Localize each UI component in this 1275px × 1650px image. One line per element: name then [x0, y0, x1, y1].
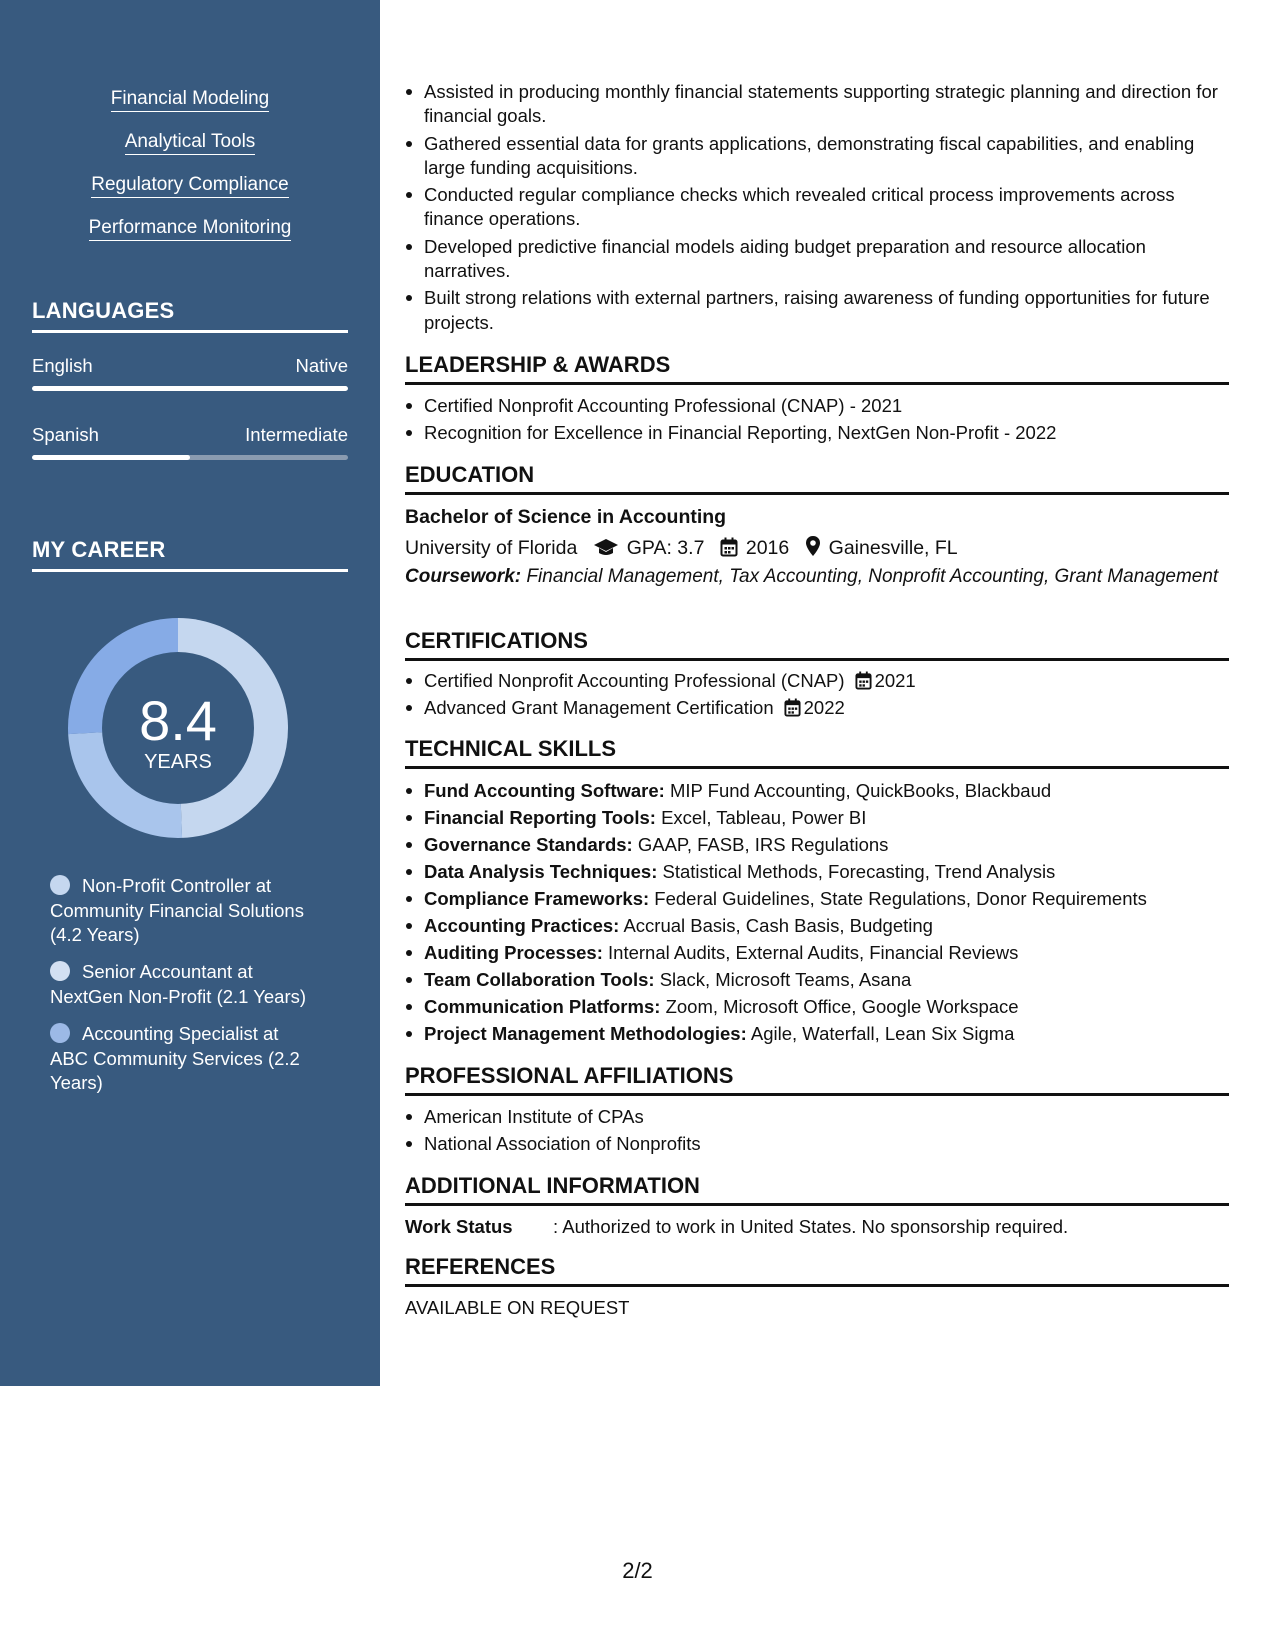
- affiliations-list: [405, 1105, 1229, 1157]
- list-item: Project Management Methodologies: Agile, Waterfall, Lean Six Sigma: [405, 1022, 1229, 1046]
- language-row-spanish: [32, 423, 348, 447]
- additional-info-heading: ADDITIONAL INFORMATION: [405, 1172, 1229, 1206]
- list-item: Certified Nonprofit Accounting Professional (CNAP) 2021: [405, 669, 1229, 693]
- skill-link-financial-modeling[interactable]: Financial Modeling: [0, 86, 380, 112]
- career-years-label: YEARS: [144, 751, 212, 773]
- career-item: Non-Profit Controller at Community Financial Solutions (4.2 Years): [50, 875, 304, 945]
- list-item: Compliance Frameworks: Federal Guidelines, State Regulations, Donor Requirements: [405, 887, 1229, 911]
- skill-link-performance-monitoring[interactable]: Performance Monitoring: [0, 215, 380, 241]
- map-pin-icon: [805, 535, 821, 557]
- language-level: Native: [295, 355, 348, 376]
- list-item: American Institute of CPAs: [405, 1105, 1229, 1129]
- work-status-label: Work Status: [405, 1216, 513, 1237]
- language-bar-spanish: [32, 455, 348, 460]
- list-item: Gathered essential data for grants applications, demonstrating fiscal capabilities, and enabling large funding acquisitions.: [405, 132, 1229, 181]
- career-dot: [50, 875, 70, 895]
- calendar-icon: [784, 698, 801, 717]
- list-item: Data Analysis Techniques: Statistical Methods, Forecasting, Trend Analysis: [405, 860, 1229, 884]
- affiliations-heading: PROFESSIONAL AFFILIATIONS: [405, 1062, 1229, 1096]
- language-row-english: [32, 354, 348, 378]
- coursework-label: Coursework:: [405, 566, 522, 587]
- calendar-icon: [720, 537, 738, 557]
- skill-link-regulatory-compliance[interactable]: Regulatory Compliance: [0, 172, 380, 198]
- career-item: Senior Accountant at NextGen Non-Profit (2.1 Years): [50, 961, 307, 1007]
- career-donut-chart: [66, 616, 290, 840]
- career-item: Accounting Specialist at ABC Community Services (2.2 Years): [50, 1023, 300, 1093]
- list-item: Fund Accounting Software: MIP Fund Accounting, QuickBooks, Blackbaud: [405, 779, 1229, 803]
- list-item: Team Collaboration Tools: Slack, Microsoft Teams, Asana: [405, 968, 1229, 992]
- graduation-cap-icon: [593, 537, 619, 557]
- career-dot: [50, 961, 70, 981]
- school-name: University of Florida: [405, 537, 578, 559]
- education-details: [405, 535, 1229, 561]
- certifications-list: [405, 669, 1229, 721]
- page-number: 2/2: [622, 1558, 653, 1583]
- list-item: Developed predictive financial models aiding budget preparation and resource allocation narratives.: [405, 235, 1229, 284]
- calendar-icon: [855, 671, 872, 690]
- education-heading: EDUCATION: [405, 461, 1229, 495]
- list-item: Recognition for Excellence in Financial Reporting, NextGen Non-Profit - 2022: [405, 421, 1229, 445]
- list-item: Governance Standards: GAAP, FASB, IRS Regulations: [405, 833, 1229, 857]
- leadership-heading: LEADERSHIP & AWARDS: [405, 351, 1229, 385]
- coursework: [405, 565, 1229, 590]
- list-item: Built strong relations with external partners, raising awareness of funding opportunities for future projects.: [405, 286, 1229, 335]
- cert-year: 2022: [803, 697, 845, 719]
- list-item: Accounting Practices: Accrual Basis, Cash Basis, Budgeting: [405, 914, 1229, 938]
- coursework-list: Financial Management, Tax Accounting, Nonprofit Accounting, Grant Management: [526, 566, 1219, 587]
- list-item: Advanced Grant Management Certification 2022: [405, 696, 1229, 720]
- list-item: Auditing Processes: Internal Audits, External Audits, Financial Reviews: [405, 941, 1229, 965]
- cert-year: 2021: [874, 670, 916, 691]
- education-entry: [405, 504, 1229, 590]
- language-bar-english: [32, 386, 348, 391]
- references-heading: REFERENCES: [405, 1253, 1229, 1287]
- language-name: English: [32, 355, 93, 376]
- technical-skills-list: [405, 779, 1229, 1046]
- references-text: AVAILABLE ON REQUEST: [405, 1297, 630, 1318]
- skill-link-analytical-tools[interactable]: Analytical Tools: [0, 129, 380, 155]
- career-total-years: 8.4: [139, 689, 217, 752]
- experience-bullets: [405, 80, 1229, 335]
- sidebar: [0, 0, 380, 1386]
- work-status-value: : Authorized to work in United States. No sponsorship required.: [553, 1216, 1069, 1237]
- graduation-year: 2016: [745, 537, 790, 559]
- work-status-row: [405, 1215, 1229, 1239]
- language-level: Intermediate: [245, 424, 348, 445]
- certifications-heading: CERTIFICATIONS: [405, 627, 1229, 661]
- list-item: National Association of Nonprofits: [405, 1132, 1229, 1156]
- leadership-list: [405, 394, 1229, 446]
- degree-title: Bachelor of Science in Accounting: [405, 506, 727, 528]
- school-location: Gainesville, FL: [828, 537, 958, 559]
- list-item: Communication Platforms: Zoom, Microsoft Office, Google Workspace: [405, 995, 1229, 1019]
- list-item: Certified Nonprofit Accounting Professional (CNAP) - 2021: [405, 394, 1229, 418]
- language-name: Spanish: [32, 424, 99, 445]
- list-item: Assisted in producing monthly financial statements supporting strategic planning and direction for financial goals.: [405, 80, 1229, 129]
- career-heading: MY CAREER: [32, 537, 348, 572]
- gpa: GPA: 3.7: [626, 537, 705, 559]
- career-dot: [50, 1023, 70, 1043]
- list-item: Financial Reporting Tools: Excel, Tableau, Power BI: [405, 806, 1229, 830]
- technical-skills-heading: TECHNICAL SKILLS: [405, 735, 1229, 769]
- languages-heading: LANGUAGES: [32, 298, 348, 333]
- list-item: Conducted regular compliance checks which revealed critical process improvements across finance operations.: [405, 183, 1229, 232]
